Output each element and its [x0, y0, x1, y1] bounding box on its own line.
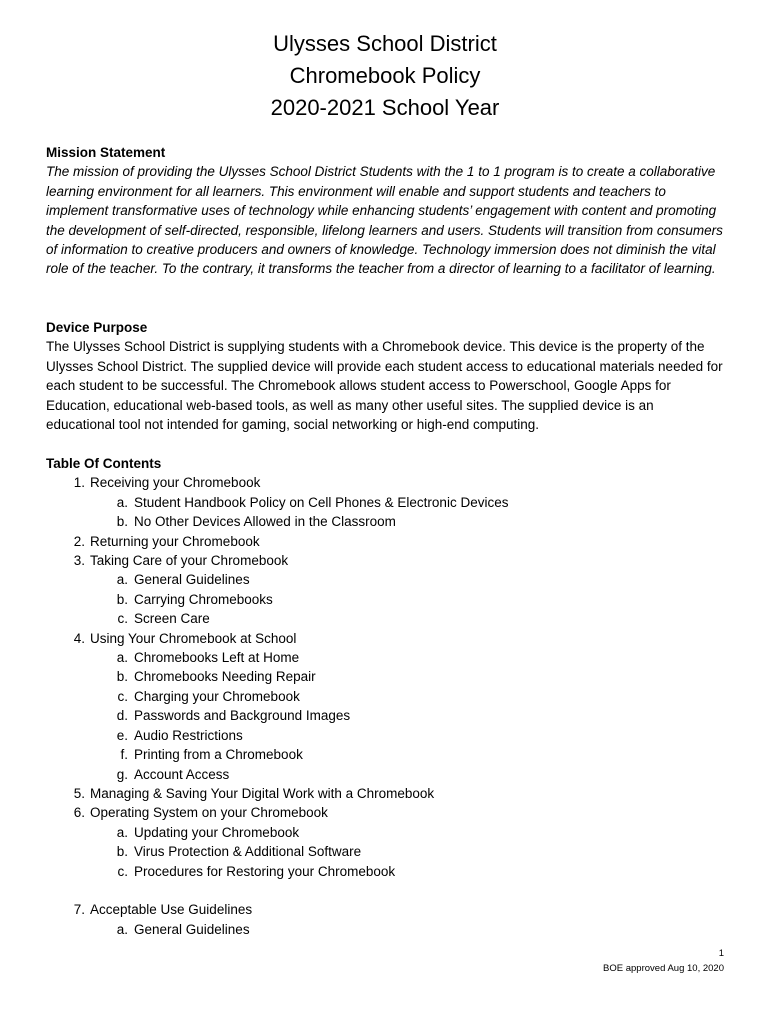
table-of-contents — [46, 454, 726, 939]
toc-subitem — [46, 512, 726, 531]
toc-subitem-letter: c. — [117, 863, 128, 879]
toc-item — [46, 900, 726, 919]
toc-subitem-label: General Guidelines — [134, 921, 250, 937]
toc-subitem-letter: a. — [116, 650, 128, 666]
toc-subitem-label: Charging your Chromebook — [134, 688, 300, 704]
toc-subitem — [46, 765, 726, 784]
toc-subitem-label: Virus Protection & Additional Software — [134, 844, 362, 860]
toc-item — [46, 473, 726, 492]
toc-subitem — [46, 842, 726, 861]
toc-subitem-label: General Guidelines — [134, 572, 250, 588]
toc-item-number: 4. — [73, 630, 85, 646]
toc-item — [46, 551, 726, 570]
toc-item-number: 3. — [73, 553, 85, 569]
toc-subitem — [46, 667, 726, 686]
toc-item-number: 6. — [73, 805, 85, 821]
toc-subitem-letter: a. — [116, 824, 128, 840]
toc-subitem-letter: a. — [116, 494, 128, 510]
toc-subitem — [46, 648, 726, 667]
toc-item-number: 7. — [73, 902, 85, 918]
toc-subitem-letter: b. — [116, 591, 128, 607]
title-line-3: 2020-2021 School Year — [270, 95, 500, 120]
toc-subitem-label: Printing from a Chromebook — [134, 747, 303, 763]
toc-subitem-label: Audio Restrictions — [134, 727, 243, 743]
toc-item-label: Taking Care of your Chromebook — [90, 553, 289, 569]
toc-item — [46, 784, 726, 803]
toc-item-label: Returning your Chromebook — [90, 533, 260, 549]
mission-text: The mission of providing the Ulysses School District Students with the 1 to 1 program is to create a collaborative learning environment for all learners. This environment will enable and support students and teachers to implement transformative uses of technology while enhancing students’ engagement with content and promoting the development of self-directed, responsible, lifelong learners and users. Students will transition from consumers of information to creative producers and owners of knowledge. Technology immersion does not diminish the vital role of the teacher. To the contrary, it transforms the teacher from a director of learning to a facilitator of learning. — [46, 164, 723, 277]
toc-subitem — [46, 862, 726, 881]
toc-item — [46, 803, 726, 822]
toc-subitem-letter: b. — [116, 844, 128, 860]
page-number: 1 — [718, 948, 724, 959]
toc-item-label: Receiving your Chromebook — [90, 475, 261, 491]
toc-subitem-letter: a. — [116, 572, 128, 588]
toc-item-number: 1. — [73, 475, 85, 491]
toc-item-label: Operating System on your Chromebook — [90, 805, 328, 821]
device-purpose-text: The Ulysses School District is supplying students with a Chromebook device. This device is the property of the Ulysses School District. The supplied device will provide each student access to educational materials needed for each student to be successful. The Chromebook allows student access to Powerschool, Google Apps for Education, educational web-based tools, as well as many other useful sites. The supplied device is an educational tool not intended for gaming, social networking or high-end computing. — [46, 339, 723, 433]
toc-subitem-label: No Other Devices Allowed in the Classroom — [134, 514, 396, 530]
title-line-1: Ulysses School District — [273, 31, 497, 56]
toc-subitem — [46, 590, 726, 609]
device-purpose-heading: Device Purpose — [46, 320, 148, 335]
toc-subitem-letter: c. — [117, 611, 128, 627]
toc-subitem-letter: a. — [116, 921, 128, 937]
toc-subitem-label: Student Handbook Policy on Cell Phones & Electronic Devices — [134, 494, 509, 510]
toc-subitem — [46, 687, 726, 706]
toc-subitem-label: Screen Care — [134, 611, 210, 627]
toc-subitem-label: Updating your Chromebook — [134, 824, 300, 840]
toc-subitem — [46, 570, 726, 589]
toc-subitem-letter: b. — [116, 514, 128, 530]
toc-subitem-letter: e. — [116, 727, 128, 743]
toc-subitem-label: Passwords and Background Images — [134, 708, 351, 724]
toc-item — [46, 532, 726, 551]
toc-subitem-label: Procedures for Restoring your Chromebook — [134, 863, 396, 879]
toc-subitem-letter: d. — [116, 708, 128, 724]
toc-item-number: 5. — [73, 785, 85, 801]
toc-subitem-letter: c. — [117, 688, 128, 704]
toc-subitem-letter: f. — [120, 747, 128, 763]
toc-item-label: Managing & Saving Your Digital Work with a Chromebook — [90, 785, 435, 801]
approval-note: BOE approved Aug 10, 2020 — [603, 963, 724, 974]
toc-subitem — [46, 609, 726, 628]
toc-subitem — [46, 823, 726, 842]
mission-heading: Mission Statement — [46, 145, 166, 160]
device-purpose-section — [46, 318, 726, 434]
toc-item-label: Acceptable Use Guidelines — [90, 902, 253, 918]
toc-item — [46, 629, 726, 648]
toc-subitem-letter: g. — [116, 766, 128, 782]
toc-spacer — [46, 881, 726, 900]
mission-section — [46, 143, 726, 279]
toc-subitem-label: Account Access — [134, 766, 230, 782]
toc-subitem-label: Chromebooks Needing Repair — [134, 669, 316, 685]
toc-subitem — [46, 706, 726, 725]
toc-subitem — [46, 726, 726, 745]
toc-subitem — [46, 745, 726, 764]
toc-heading: Table Of Contents — [46, 456, 162, 471]
toc-subitem-letter: b. — [116, 669, 128, 685]
toc-subitem — [46, 920, 726, 939]
toc-item-number: 2. — [73, 533, 85, 549]
toc-list — [46, 473, 726, 939]
title-line-2: Chromebook Policy — [289, 63, 481, 88]
document-title — [0, 28, 770, 124]
toc-subitem-label: Carrying Chromebooks — [134, 591, 273, 607]
toc-subitem-label: Chromebooks Left at Home — [134, 650, 300, 666]
toc-item-label: Using Your Chromebook at School — [90, 630, 297, 646]
toc-subitem — [46, 493, 726, 512]
